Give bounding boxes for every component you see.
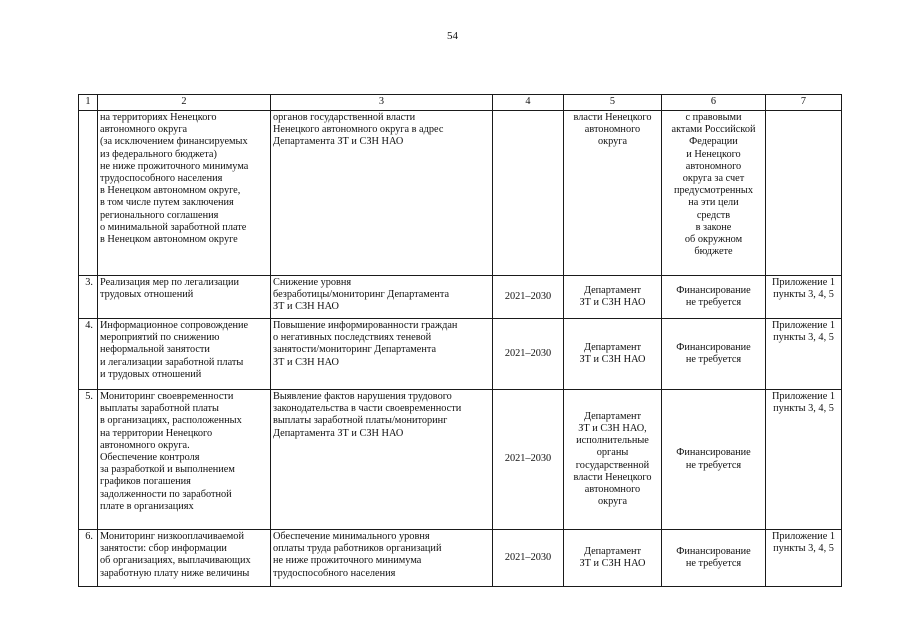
measure-cell xyxy=(98,390,271,530)
executor-text: Департамент ЗТ и СЗН НАО xyxy=(579,341,646,365)
row-number: 4. xyxy=(85,320,93,331)
row-number-cell xyxy=(79,530,98,587)
appendix-cell xyxy=(766,111,842,276)
financing-text: Финансирование не требуется xyxy=(676,447,751,471)
measure-cell xyxy=(98,319,271,390)
executor-cell xyxy=(564,276,662,319)
appendix-cell xyxy=(766,390,842,530)
financing-cell xyxy=(662,111,766,276)
result-cell xyxy=(271,276,493,319)
executor-text: Департамент ЗТ и СЗН НАО xyxy=(579,284,646,308)
measure-cell xyxy=(98,276,271,319)
result-text: Повышение информированности граждан о негативных последствиях теневой занятости/мониторинг Департамента ЗТ и СЗН НАО xyxy=(273,320,458,368)
row-number-cell xyxy=(79,390,98,530)
table-row xyxy=(79,319,842,390)
period-text: 2021–2030 xyxy=(504,290,552,302)
measure-text: Мониторинг своевременности выплаты заработной платы в организациях, расположенных на территории Ненецкого автономного округа. Обеспечение контроля за разработкой и выполнением графиков погашения задолженности по заработной плате в организациях xyxy=(100,391,242,512)
appendix-cell xyxy=(766,276,842,319)
appendix-cell xyxy=(766,530,842,587)
financing-cell xyxy=(662,276,766,319)
result-text: органов государственной власти Ненецкого автономного округа в адрес Департамента ЗТ и СЗН НАО xyxy=(273,112,444,148)
period-text: 2021–2030 xyxy=(504,551,552,563)
period-cell xyxy=(493,276,564,319)
row-number: 5. xyxy=(85,391,93,402)
column-header: 7 xyxy=(766,95,842,111)
column-header: 3 xyxy=(271,95,493,111)
row-number: 3. xyxy=(85,277,93,288)
row-number-cell xyxy=(79,319,98,390)
table-header-row xyxy=(79,95,842,111)
result-cell xyxy=(271,319,493,390)
period-text: 2021–2030 xyxy=(504,347,552,359)
measure-cell xyxy=(98,111,271,276)
result-text: Снижение уровня безработицы/мониторинг Департамента ЗТ и СЗН НАО xyxy=(273,277,450,313)
period-cell xyxy=(493,111,564,276)
financing-cell xyxy=(662,319,766,390)
period-cell xyxy=(493,530,564,587)
appendix-text: Приложение 1 пункты 3, 4, 5 xyxy=(772,320,835,344)
financing-cell xyxy=(662,390,766,530)
column-header: 2 xyxy=(98,95,271,111)
measures-table xyxy=(78,94,842,587)
financing-text: Финансирование не требуется xyxy=(676,545,751,569)
executor-text: Департамент ЗТ и СЗН НАО xyxy=(579,545,646,569)
measure-cell xyxy=(98,530,271,587)
measure-text: Реализация мер по легализации трудовых отношений xyxy=(100,277,240,301)
executor-cell xyxy=(564,530,662,587)
executor-cell xyxy=(564,319,662,390)
appendix-text: Приложение 1 пункты 3, 4, 5 xyxy=(772,391,835,415)
table-row xyxy=(79,276,842,319)
measure-text: на территориях Ненецкого автономного округа (за исключением финансируемых из федерального бюджета) не ниже прожиточного минимума трудоспособного населения в Ненецком автономном округе, в том числе путем заключения регионального соглашения о минимальной заработной плате в Ненецком автономном округе xyxy=(100,112,249,246)
measure-text: Мониторинг низкооплачиваемой занятости: сбор информации об организациях, выплачивающих заработную плату ниже величины xyxy=(100,531,251,579)
executor-cell xyxy=(564,111,662,276)
result-cell xyxy=(271,390,493,530)
financing-text: Финансирование не требуется xyxy=(676,284,751,308)
financing-cell xyxy=(662,530,766,587)
executor-text: Департамент ЗТ и СЗН НАО, исполнительные органы государственной власти Ненецкого автономного округа xyxy=(573,410,652,508)
row-number-cell xyxy=(79,111,98,276)
column-header: 1 xyxy=(79,95,98,111)
period-cell xyxy=(493,319,564,390)
row-number: 6. xyxy=(85,531,93,542)
result-text: Обеспечение минимального уровня оплаты труда работников организаций не ниже прожиточного минимума трудоспособного населения xyxy=(273,531,442,579)
financing-text: Финансирование не требуется xyxy=(676,341,751,365)
table-row xyxy=(79,390,842,530)
executor-text: власти Ненецкого автономного округа xyxy=(573,112,652,148)
appendix-text: Приложение 1 пункты 3, 4, 5 xyxy=(772,277,835,301)
period-cell xyxy=(493,390,564,530)
appendix-text: Приложение 1 пункты 3, 4, 5 xyxy=(772,531,835,555)
appendix-cell xyxy=(766,319,842,390)
table-row xyxy=(79,530,842,587)
column-header: 4 xyxy=(493,95,564,111)
financing-text: с правовыми актами Российской Федерации и Ненецкого автономного округа за счет предусмотренных на эти цели средств в законе об окружном бюджете xyxy=(671,112,756,258)
period-text: 2021–2030 xyxy=(504,453,552,465)
table-row xyxy=(79,111,842,276)
result-cell xyxy=(271,530,493,587)
result-text: Выявление фактов нарушения трудового законодательства в части своевременности выплаты заработной платы/мониторинг Департамента ЗТ и СЗН НАО xyxy=(273,391,462,439)
column-header: 6 xyxy=(662,95,766,111)
executor-cell xyxy=(564,390,662,530)
page-number: 54 xyxy=(447,30,458,42)
column-header: 5 xyxy=(564,95,662,111)
row-number-cell xyxy=(79,276,98,319)
measure-text: Информационное сопровождение мероприятий по снижению неформальной занятости и легализации заработной платы и трудовых отношений xyxy=(100,320,249,380)
result-cell xyxy=(271,111,493,276)
